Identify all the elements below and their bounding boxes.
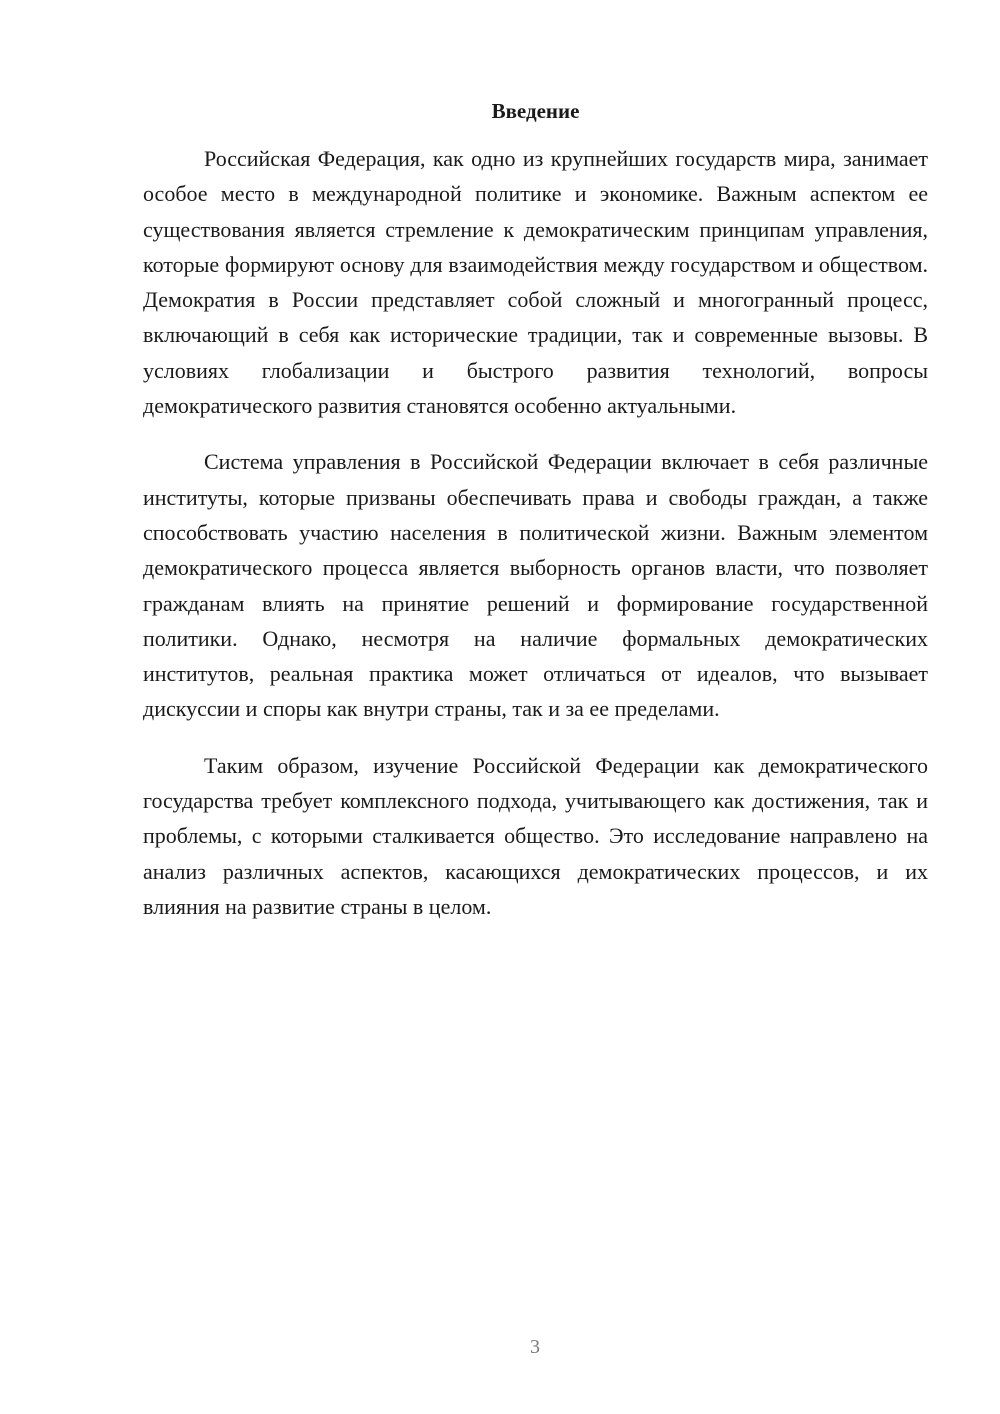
section-heading: Введение	[491, 99, 580, 123]
page-number: 3	[530, 1336, 540, 1358]
paragraph-1: Российская Федерация, как одно из крупнейших государств мира, занимает особое место в международной политике и экономике. Важным аспектом ее существования является стремление к демократическим принципам управления, которые формируют основу для взаимодействия между государством и обществом. Демократия в России представляет собой сложный и многогранный процесс, включающий в себя как исторические традиции, так и современные вызовы. В условиях глобализации и быстрого развития технологий, вопросы демократического развития становятся особенно актуальными.	[143, 146, 928, 419]
paragraph-2: Система управления в Российской Федерации включает в себя различные институты, которые призваны обеспечивать права и свободы граждан, а также способствовать участию населения в политической жизни. Важным элементом демократического процесса является выборность органов власти, что позволяет гражданам влиять на принятие решений и формирование государственной политики. Однако, несмотря на наличие формальных демократических институтов, реальная практика может отличаться от идеалов, что вызывает дискуссии и споры как внутри страны, так и за ее пределами.	[143, 449, 928, 722]
paragraph-3: Таким образом, изучение Российской Федерации как демократического государства требует комплексного подхода, учитывающего как достижения, так и проблемы, с которыми сталкивается общество. Это исследование направлено на анализ различных аспектов, касающихся демократических процессов, и их влияния на развитие страны в целом.	[143, 752, 928, 919]
body-text	[143, 141, 928, 945]
